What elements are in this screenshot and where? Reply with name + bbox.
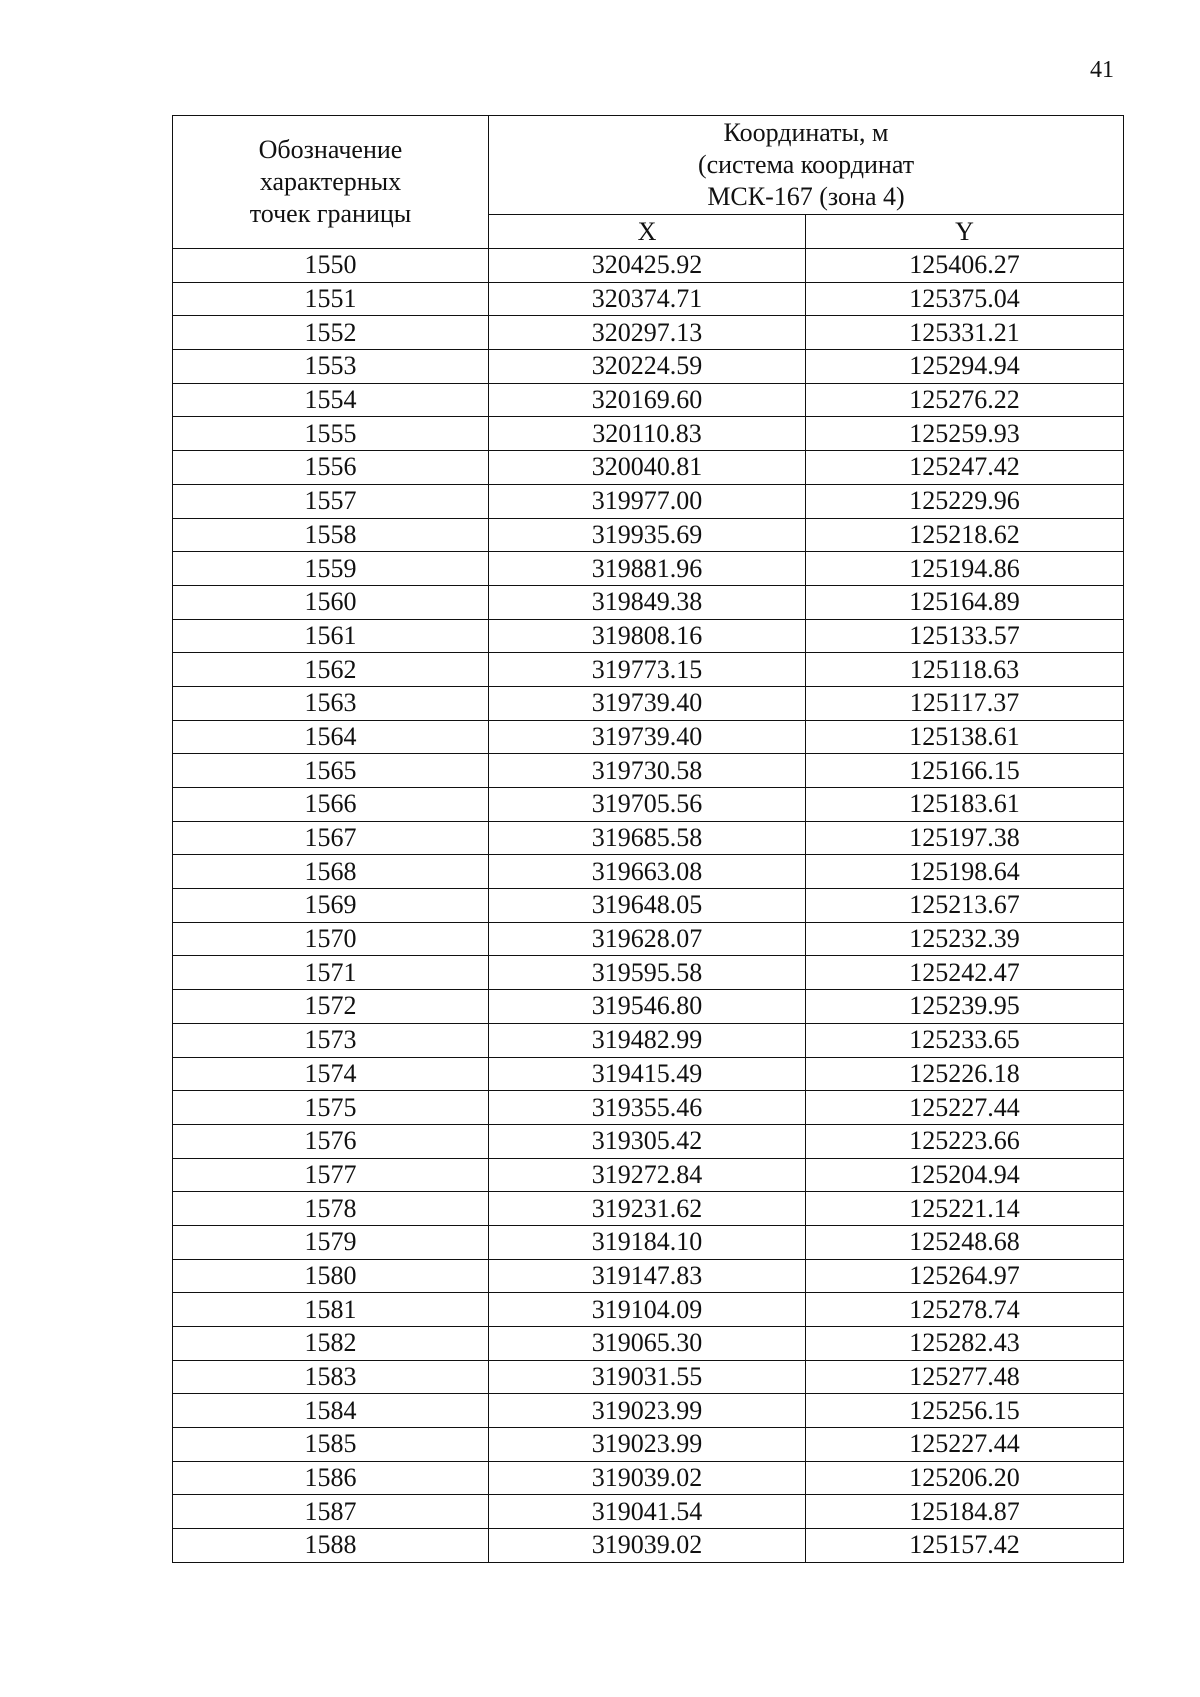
header-points-label: Обозначение характерных точек границы — [249, 135, 412, 228]
point-cell: 1568 — [173, 855, 489, 889]
table-row — [173, 1293, 1124, 1327]
point-cell: 1574 — [173, 1057, 489, 1091]
point-cell: 1587 — [173, 1495, 489, 1529]
point-cell: 1570 — [173, 922, 489, 956]
x-cell: 320224.59 — [489, 350, 806, 384]
point-cell: 1566 — [173, 788, 489, 822]
point-cell: 1553 — [173, 350, 489, 384]
table-row — [173, 788, 1124, 822]
point-cell: 1551 — [173, 282, 489, 316]
y-cell: 125138.61 — [806, 720, 1124, 754]
y-cell: 125157.42 — [806, 1529, 1124, 1563]
x-cell: 319482.99 — [489, 1023, 806, 1057]
point-cell: 1572 — [173, 990, 489, 1024]
point-cell: 1561 — [173, 619, 489, 653]
y-cell: 125198.64 — [806, 855, 1124, 889]
header-x: X — [489, 215, 806, 249]
point-cell: 1555 — [173, 417, 489, 451]
x-cell: 319808.16 — [489, 619, 806, 653]
point-cell: 1556 — [173, 451, 489, 485]
table-row — [173, 1091, 1124, 1125]
y-cell: 125406.27 — [806, 249, 1124, 283]
y-cell: 125226.18 — [806, 1057, 1124, 1091]
table-row — [173, 1428, 1124, 1462]
table-row — [173, 956, 1124, 990]
x-cell: 319065.30 — [489, 1327, 806, 1361]
y-cell: 125375.04 — [806, 282, 1124, 316]
x-cell: 319104.09 — [489, 1293, 806, 1327]
table-row — [173, 653, 1124, 687]
x-cell: 320374.71 — [489, 282, 806, 316]
x-cell: 319023.99 — [489, 1428, 806, 1462]
point-cell: 1579 — [173, 1225, 489, 1259]
point-cell: 1565 — [173, 754, 489, 788]
point-cell: 1554 — [173, 383, 489, 417]
table-row — [173, 1192, 1124, 1226]
point-cell: 1564 — [173, 720, 489, 754]
header-points-cell — [173, 116, 489, 249]
y-cell: 125294.94 — [806, 350, 1124, 384]
table-row — [173, 1327, 1124, 1361]
table-row — [173, 417, 1124, 451]
point-cell: 1578 — [173, 1192, 489, 1226]
y-cell: 125242.47 — [806, 956, 1124, 990]
table-row — [173, 686, 1124, 720]
y-cell: 125247.42 — [806, 451, 1124, 485]
point-cell: 1585 — [173, 1428, 489, 1462]
page-number: 41 — [1090, 57, 1114, 83]
table-row — [173, 754, 1124, 788]
table-body — [173, 249, 1124, 1563]
x-cell: 319272.84 — [489, 1158, 806, 1192]
y-cell: 125229.96 — [806, 484, 1124, 518]
point-cell: 1577 — [173, 1158, 489, 1192]
table-row — [173, 1461, 1124, 1495]
x-cell: 320425.92 — [489, 249, 806, 283]
table-row — [173, 585, 1124, 619]
table-row — [173, 922, 1124, 956]
y-cell: 125194.86 — [806, 552, 1124, 586]
header-y: Y — [806, 215, 1124, 249]
x-cell: 320297.13 — [489, 316, 806, 350]
point-cell: 1573 — [173, 1023, 489, 1057]
point-cell: 1575 — [173, 1091, 489, 1125]
x-cell: 319849.38 — [489, 585, 806, 619]
point-cell: 1552 — [173, 316, 489, 350]
table-row — [173, 552, 1124, 586]
table-row — [173, 316, 1124, 350]
table-row — [173, 451, 1124, 485]
point-cell: 1563 — [173, 686, 489, 720]
x-cell: 319663.08 — [489, 855, 806, 889]
point-cell: 1557 — [173, 484, 489, 518]
point-cell: 1576 — [173, 1124, 489, 1158]
x-cell: 319039.02 — [489, 1529, 806, 1563]
y-cell: 125276.22 — [806, 383, 1124, 417]
x-cell: 319648.05 — [489, 889, 806, 923]
coordinates-table — [172, 115, 1124, 1563]
point-cell: 1560 — [173, 585, 489, 619]
y-cell: 125221.14 — [806, 1192, 1124, 1226]
table-row — [173, 720, 1124, 754]
x-cell: 319881.96 — [489, 552, 806, 586]
point-cell: 1582 — [173, 1327, 489, 1361]
table-header — [173, 116, 1124, 249]
y-cell: 125213.67 — [806, 889, 1124, 923]
point-cell: 1588 — [173, 1529, 489, 1563]
x-cell: 319355.46 — [489, 1091, 806, 1125]
y-cell: 125248.68 — [806, 1225, 1124, 1259]
x-cell: 319705.56 — [489, 788, 806, 822]
y-cell: 125277.48 — [806, 1360, 1124, 1394]
x-cell: 319231.62 — [489, 1192, 806, 1226]
x-cell: 319628.07 — [489, 922, 806, 956]
point-cell: 1580 — [173, 1259, 489, 1293]
y-cell: 125166.15 — [806, 754, 1124, 788]
y-cell: 125223.66 — [806, 1124, 1124, 1158]
x-cell: 319546.80 — [489, 990, 806, 1024]
x-cell: 319023.99 — [489, 1394, 806, 1428]
point-cell: 1562 — [173, 653, 489, 687]
point-cell: 1550 — [173, 249, 489, 283]
y-cell: 125232.39 — [806, 922, 1124, 956]
table-row — [173, 1360, 1124, 1394]
y-cell: 125117.37 — [806, 686, 1124, 720]
table-row — [173, 282, 1124, 316]
x-cell: 319184.10 — [489, 1225, 806, 1259]
x-cell: 319773.15 — [489, 653, 806, 687]
x-cell: 320169.60 — [489, 383, 806, 417]
y-cell: 125184.87 — [806, 1495, 1124, 1529]
point-cell: 1559 — [173, 552, 489, 586]
table-row — [173, 1495, 1124, 1529]
table-row — [173, 889, 1124, 923]
x-cell: 319739.40 — [489, 686, 806, 720]
x-cell: 319305.42 — [489, 1124, 806, 1158]
x-cell: 319415.49 — [489, 1057, 806, 1091]
table-row — [173, 821, 1124, 855]
point-cell: 1569 — [173, 889, 489, 923]
point-cell: 1584 — [173, 1394, 489, 1428]
table-row — [173, 1225, 1124, 1259]
point-cell: 1586 — [173, 1461, 489, 1495]
header-coords-cell — [489, 116, 1124, 215]
x-cell: 319031.55 — [489, 1360, 806, 1394]
table-row — [173, 1259, 1124, 1293]
point-cell: 1558 — [173, 518, 489, 552]
y-cell: 125239.95 — [806, 990, 1124, 1024]
y-cell: 125183.61 — [806, 788, 1124, 822]
y-cell: 125331.21 — [806, 316, 1124, 350]
point-cell: 1567 — [173, 821, 489, 855]
point-cell: 1583 — [173, 1360, 489, 1394]
table-row — [173, 484, 1124, 518]
x-cell: 319730.58 — [489, 754, 806, 788]
x-cell: 319685.58 — [489, 821, 806, 855]
y-cell: 125259.93 — [806, 417, 1124, 451]
x-cell: 319935.69 — [489, 518, 806, 552]
y-cell: 125264.97 — [806, 1259, 1124, 1293]
y-cell: 125206.20 — [806, 1461, 1124, 1495]
y-cell: 125118.63 — [806, 653, 1124, 687]
x-cell: 319041.54 — [489, 1495, 806, 1529]
y-cell: 125164.89 — [806, 585, 1124, 619]
point-cell: 1581 — [173, 1293, 489, 1327]
x-cell: 319147.83 — [489, 1259, 806, 1293]
x-cell: 320110.83 — [489, 417, 806, 451]
table-row — [173, 383, 1124, 417]
table-row — [173, 990, 1124, 1024]
x-cell: 319039.02 — [489, 1461, 806, 1495]
table-row — [173, 619, 1124, 653]
point-cell: 1571 — [173, 956, 489, 990]
table-row — [173, 518, 1124, 552]
y-cell: 125278.74 — [806, 1293, 1124, 1327]
table-row — [173, 350, 1124, 384]
y-cell: 125256.15 — [806, 1394, 1124, 1428]
y-cell: 125227.44 — [806, 1091, 1124, 1125]
x-cell: 319739.40 — [489, 720, 806, 754]
y-cell: 125133.57 — [806, 619, 1124, 653]
x-cell: 319977.00 — [489, 484, 806, 518]
table-row — [173, 249, 1124, 283]
header-coords-label: Координаты, м (система координат МСК-167 (зона 4) — [697, 118, 915, 211]
y-cell: 125233.65 — [806, 1023, 1124, 1057]
x-cell: 320040.81 — [489, 451, 806, 485]
x-cell: 319595.58 — [489, 956, 806, 990]
table-row — [173, 1158, 1124, 1192]
table-row — [173, 1394, 1124, 1428]
table-row — [173, 1124, 1124, 1158]
table-row — [173, 855, 1124, 889]
y-cell: 125204.94 — [806, 1158, 1124, 1192]
y-cell: 125218.62 — [806, 518, 1124, 552]
y-cell: 125282.43 — [806, 1327, 1124, 1361]
y-cell: 125227.44 — [806, 1428, 1124, 1462]
table-row — [173, 1023, 1124, 1057]
table-row — [173, 1529, 1124, 1563]
table-row — [173, 1057, 1124, 1091]
y-cell: 125197.38 — [806, 821, 1124, 855]
